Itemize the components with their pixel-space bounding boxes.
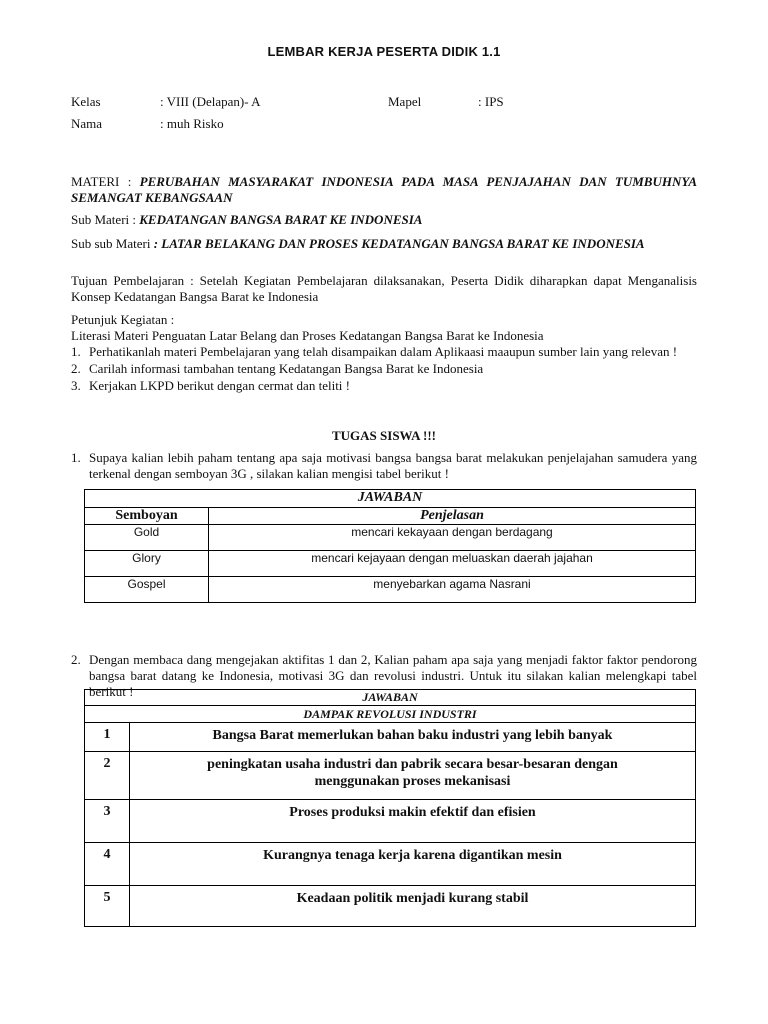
question-1 xyxy=(71,450,697,482)
sub-materi-value: KEDATANGAN BANGSA BARAT KE INDONESIA xyxy=(139,212,423,227)
list-item-number: 3. xyxy=(71,378,81,393)
semboyan-table xyxy=(84,489,696,603)
mapel-value: : IPS xyxy=(478,94,504,109)
page-title: LEMBAR KERJA PESERTA DIDIK 1.1 xyxy=(267,44,501,59)
table-row xyxy=(85,723,696,752)
cell-penjelasan: menyebarkan agama Nasrani xyxy=(209,577,696,603)
table-header: JAWABAN xyxy=(85,490,696,508)
sub-sub-materi-value: : LATAR BELAKANG DAN PROSES KEDATANGAN BANGSA BARAT KE INDONESIA xyxy=(153,236,645,251)
petunjuk-list xyxy=(71,344,697,394)
list-item-text: Carilah informasi tambahan tentang Kedatangan Bangsa Barat ke Indonesia xyxy=(89,361,484,376)
question-text: Dengan membaca dang mengejakan aktifitas 1 dan 2, Kalian paham apa saja yang menjadi faktor faktor pendorong bangsa barat datang ke Indonesia, motivasi 3G dan revolusi industri. Untuk itu silakan kalian melengkapi tabel berikut ! xyxy=(89,652,697,699)
materi xyxy=(71,174,697,206)
row-number: 5 xyxy=(85,886,130,927)
table-header: JAWABAN xyxy=(85,690,696,706)
column-header-penjelasan: Penjelasan xyxy=(209,508,696,525)
tujuan-pembelajaran: Tujuan Pembelajaran : Setelah Kegiatan Pembelajaran dilaksanakan, Peserta Didik diharapkan dapat Menganalisis Konsep Kedatangan Bangsa Barat ke Indonesia xyxy=(71,273,697,304)
kelas-value: : VIII (Delapan)- A xyxy=(160,94,261,109)
cell-semboyan: Glory xyxy=(85,551,209,577)
list-item-text: Kerjakan LKPD berikut dengan cermat dan teliti ! xyxy=(89,378,350,393)
list-item xyxy=(71,361,697,377)
list-item xyxy=(71,344,697,360)
row-number: 3 xyxy=(85,800,130,843)
question-number: 2. xyxy=(71,652,81,667)
list-item-number: 2. xyxy=(71,361,81,376)
row-number: 1 xyxy=(85,723,130,752)
row-text: Proses produksi makin efektif dan efisien xyxy=(130,800,696,843)
list-item-number: 1. xyxy=(71,344,81,359)
table-row xyxy=(85,525,696,551)
nama-value: : muh Risko xyxy=(160,116,224,131)
cell-semboyan: Gold xyxy=(85,525,209,551)
table-subheader: DAMPAK REVOLUSI INDUSTRI xyxy=(85,706,696,723)
table-row xyxy=(85,551,696,577)
sub-sub-materi-label: Sub sub Materi xyxy=(71,236,151,251)
nama-label: Nama xyxy=(71,116,103,131)
table-row xyxy=(85,577,696,603)
mapel-label: Mapel xyxy=(388,94,422,109)
table-row xyxy=(85,752,696,800)
petunjuk-intro: Literasi Materi Penguatan Latar Belang dan Proses Kedatangan Bangsa Barat ke Indonesia xyxy=(71,328,544,343)
materi-label: MATERI : xyxy=(71,174,132,189)
row-number: 4 xyxy=(85,843,130,886)
question-number: 1. xyxy=(71,450,81,465)
kelas-label: Kelas xyxy=(71,94,101,109)
cell-penjelasan: mencari kejayaan dengan meluaskan daerah jajahan xyxy=(209,551,696,577)
row-text: Kurangnya tenaga kerja karena digantikan mesin xyxy=(130,843,696,886)
table-row xyxy=(85,886,696,927)
sub-materi xyxy=(71,212,697,228)
sub-sub-materi xyxy=(71,236,697,252)
materi-value: PERUBAHAN MASYARAKAT INDONESIA PADA MASA PENJAJAHAN DAN TUMBUHNYA SEMANGAT KEBANGSAAN xyxy=(71,174,697,205)
dampak-table xyxy=(84,689,696,927)
tugas-title: TUGAS SISWA !!! xyxy=(331,428,437,443)
question-text: Supaya kalian lebih paham tentang apa saja motivasi bangsa bangsa barat melakukan penjelajahan samudera yang terkenal dengan semboyan 3G , silakan kalian mengisi tabel berikut ! xyxy=(89,450,697,481)
cell-semboyan: Gospel xyxy=(85,577,209,603)
row-text: Keadaan politik menjadi kurang stabil xyxy=(130,886,696,927)
table-row xyxy=(85,800,696,843)
list-item-text: Perhatikanlah materi Pembelajaran yang telah disampaikan dalam Aplikaasi maaupun sumber lain yang relevan ! xyxy=(89,344,678,359)
list-item xyxy=(71,378,697,394)
sub-materi-label: Sub Materi : xyxy=(71,212,136,227)
cell-penjelasan: mencari kekayaan dengan berdagang xyxy=(209,525,696,551)
table-row xyxy=(85,843,696,886)
petunjuk-label: Petunjuk Kegiatan : xyxy=(71,312,175,327)
row-text: peningkatan usaha industri dan pabrik secara besar-besaran dengan menggunakan proses mekanisasi xyxy=(130,752,696,800)
row-number: 2 xyxy=(85,752,130,800)
column-header-semboyan: Semboyan xyxy=(85,508,209,525)
row-text: Bangsa Barat memerlukan bahan baku industri yang lebih banyak xyxy=(130,723,696,752)
